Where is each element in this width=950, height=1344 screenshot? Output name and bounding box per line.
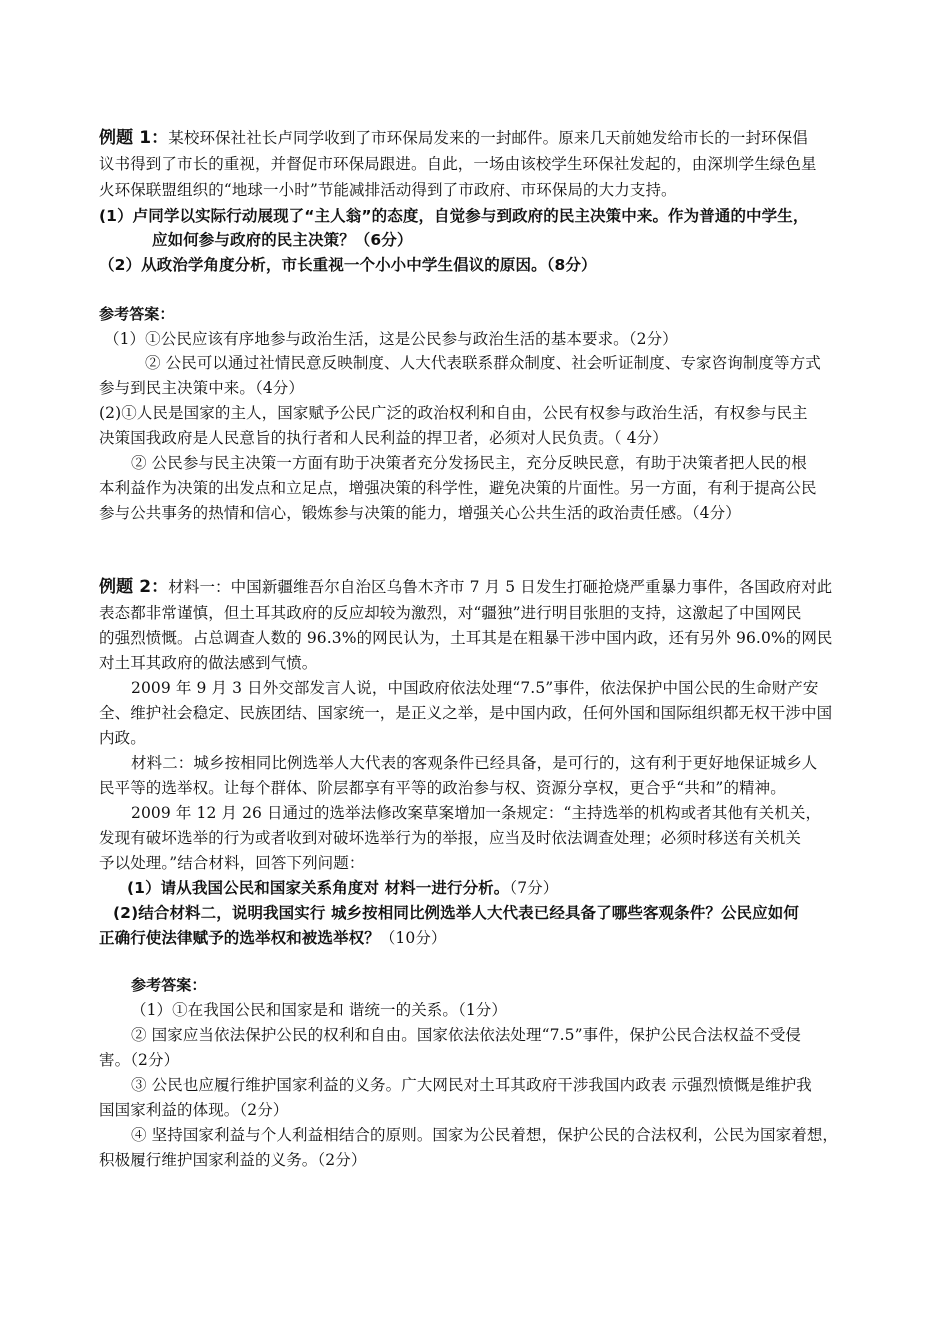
- example2-answer-title: 参考答案：: [131, 976, 207, 994]
- example1-label: 例题 1：: [99, 128, 169, 148]
- example2-body-line: 材料二：城乡按相同比例选举人大代表的客观条件已经具备，是可行的，这有利于更好地保证城乡人: [131, 754, 818, 772]
- example2-answer-line: ④ 坚持国家利益与个人利益相结合的原则。国家为公民着想，保护公民的合法权利，公民为国家着想，: [131, 1126, 839, 1144]
- example2-answer-line: 害。（2分）: [99, 1051, 180, 1069]
- example2-body-line: 对土耳其政府的做法感到气愤。: [99, 654, 318, 672]
- example2-body-line: 材料一：中国新疆维吾尔自治区乌鲁木齐市 7 月 5 日发生打砸抢烧严重暴力事件，各国政府对此: [168, 578, 833, 596]
- example2-question-2-cont: [99, 928, 447, 948]
- example2-body-line: 内政。: [99, 729, 146, 747]
- example1-question-1: (1）卢同学以实际行动展现了“主人翁”的态度，自觉参与到政府的民主决策中来。作为普通的中学生，: [99, 207, 809, 225]
- example1-answer-title: 参考答案：: [99, 305, 175, 323]
- example2-body-line: 的强烈愤慨。占总调查人数的 96.3%的网民认为，土耳其是在粗暴干涉中国内政，还有另外 96.0%的网民: [99, 629, 833, 647]
- example1-answer-line: 参与到民主决策中来。（4分）: [99, 379, 305, 397]
- example2-answer-line: （1）①在我国公民和国家是和 谐统一的关系。（1分）: [131, 1001, 508, 1019]
- example1-answer-line: 本利益作为决策的出发点和立足点，增强决策的科学性，避免决策的片面性。另一方面，有利于提高公民: [99, 479, 817, 497]
- example2-body-line: 发现有破坏选举的行为或者收到对破坏选举行为的举报，应当及时依法调查处理；必须时移送有关机关: [99, 829, 802, 847]
- example2-question-1: [127, 878, 558, 898]
- example2-body-line: 全、维护社会稳定、民族团结、国家统一，是正义之举，是中国内政，任何外国和国际组织都无权干涉中国: [99, 704, 833, 722]
- example1-answer-line: 参与公共事务的热情和信心，锻炼参与决策的能力，增强关心公共生活的政治责任感。（4分）: [99, 504, 741, 522]
- example2-answer-line: 积极履行维护国家利益的义务。（2分）: [99, 1151, 367, 1169]
- example2-body-line: 予以处理。”结合材料，回答下列问题：: [99, 854, 365, 872]
- example2-question-1-score: （7分）: [509, 879, 559, 897]
- example2-body-line: 表态都非常谨慎，但土耳其政府的反应却较为激烈，对“疆独”进行明目张胆的支持，这激起了中国网民: [99, 604, 802, 622]
- example1-answer-line: (2)①人民是国家的主人，国家赋予公民广泛的政治权利和自由，公民有权参与政治生活，有权参与民主: [99, 404, 808, 422]
- example2-question-2-score: （10分）: [379, 929, 447, 947]
- example2-body-line: 2009 年 12 月 26 日通过的选举法修改案草案增加一条规定：“主持选举的机构或者其他有关机关，: [131, 804, 822, 822]
- example2-answer-line: 国国家利益的体现。（2分）: [99, 1101, 289, 1119]
- example1-question-2: （2）从政治学角度分析，市长重视一个小小中学生倡议的原因。（8分）: [99, 256, 597, 274]
- example1-answer-line: 决策国我政府是人民意旨的执行者和人民利益的捍卫者，必须对人民负责。（ 4分）: [99, 429, 668, 447]
- example1-body-line: 议书得到了市长的重视，并督促市环保局跟进。自此，一场由该校学生环保社发起的，由深圳学生绿色星: [99, 155, 817, 173]
- example2-label: 例题 2：: [99, 577, 169, 597]
- example1-answer-line: （1）①公民应该有序地参与政治生活，这是公民参与政治生活的基本要求。（2分）: [104, 330, 678, 348]
- example1-question-1-cont: 应如何参与政府的民主决策？（6分）: [152, 231, 413, 249]
- example2-question-1-text: (1）请从我国公民和国家关系角度对 材料一进行分析。: [127, 879, 510, 897]
- example2-question-2-text: 正确行使法律赋予的选举权和被选举权？: [99, 929, 380, 947]
- example2-body-line: 2009 年 9 月 3 日外交部发言人说，中国政府依法处理“7.5”事件，依法保护中国公民的生命财产安: [131, 679, 819, 697]
- example1-paragraph: [99, 128, 808, 148]
- example1-body-line: 火环保联盟组织的“地球一小时”节能减排活动得到了市政府、市环保局的大力支持。: [99, 181, 677, 199]
- example2-answer-line: ③ 公民也应履行维护国家利益的义务。广大网民对土耳其政府干涉我国内政表 示强烈愤慨是维护我: [131, 1076, 812, 1094]
- example2-answer-line: ② 国家应当依法保护公民的权利和自由。国家依法依法处理“7.5”事件，保护公民合法权益不受侵: [131, 1026, 802, 1044]
- example2-body-line: 民平等的选举权。让每个群体、阶层都享有平等的政治参与权、资源分享权，更合乎“共和”的精神。: [99, 779, 786, 797]
- example1-answer-line: ② 公民可以通过社情民意反映制度、人大代表联系群众制度、社会听证制度、专家咨询制度等方式: [145, 354, 821, 372]
- example2-question-2: (2)结合材料二，说明我国实行 城乡按相同比例选举人大代表已经具备了哪些客观条件？公民应如何: [113, 904, 799, 922]
- example2-paragraph: [99, 577, 832, 597]
- example1-answer-line: ② 公民参与民主决策一方面有助于决策者充分发扬民主，充分反映民意，有助于决策者把人民的根: [131, 454, 807, 472]
- example1-body-line: 某校环保社社长卢同学收到了市环保局发来的一封邮件。原来几天前她发给市长的一封环保倡: [168, 129, 808, 147]
